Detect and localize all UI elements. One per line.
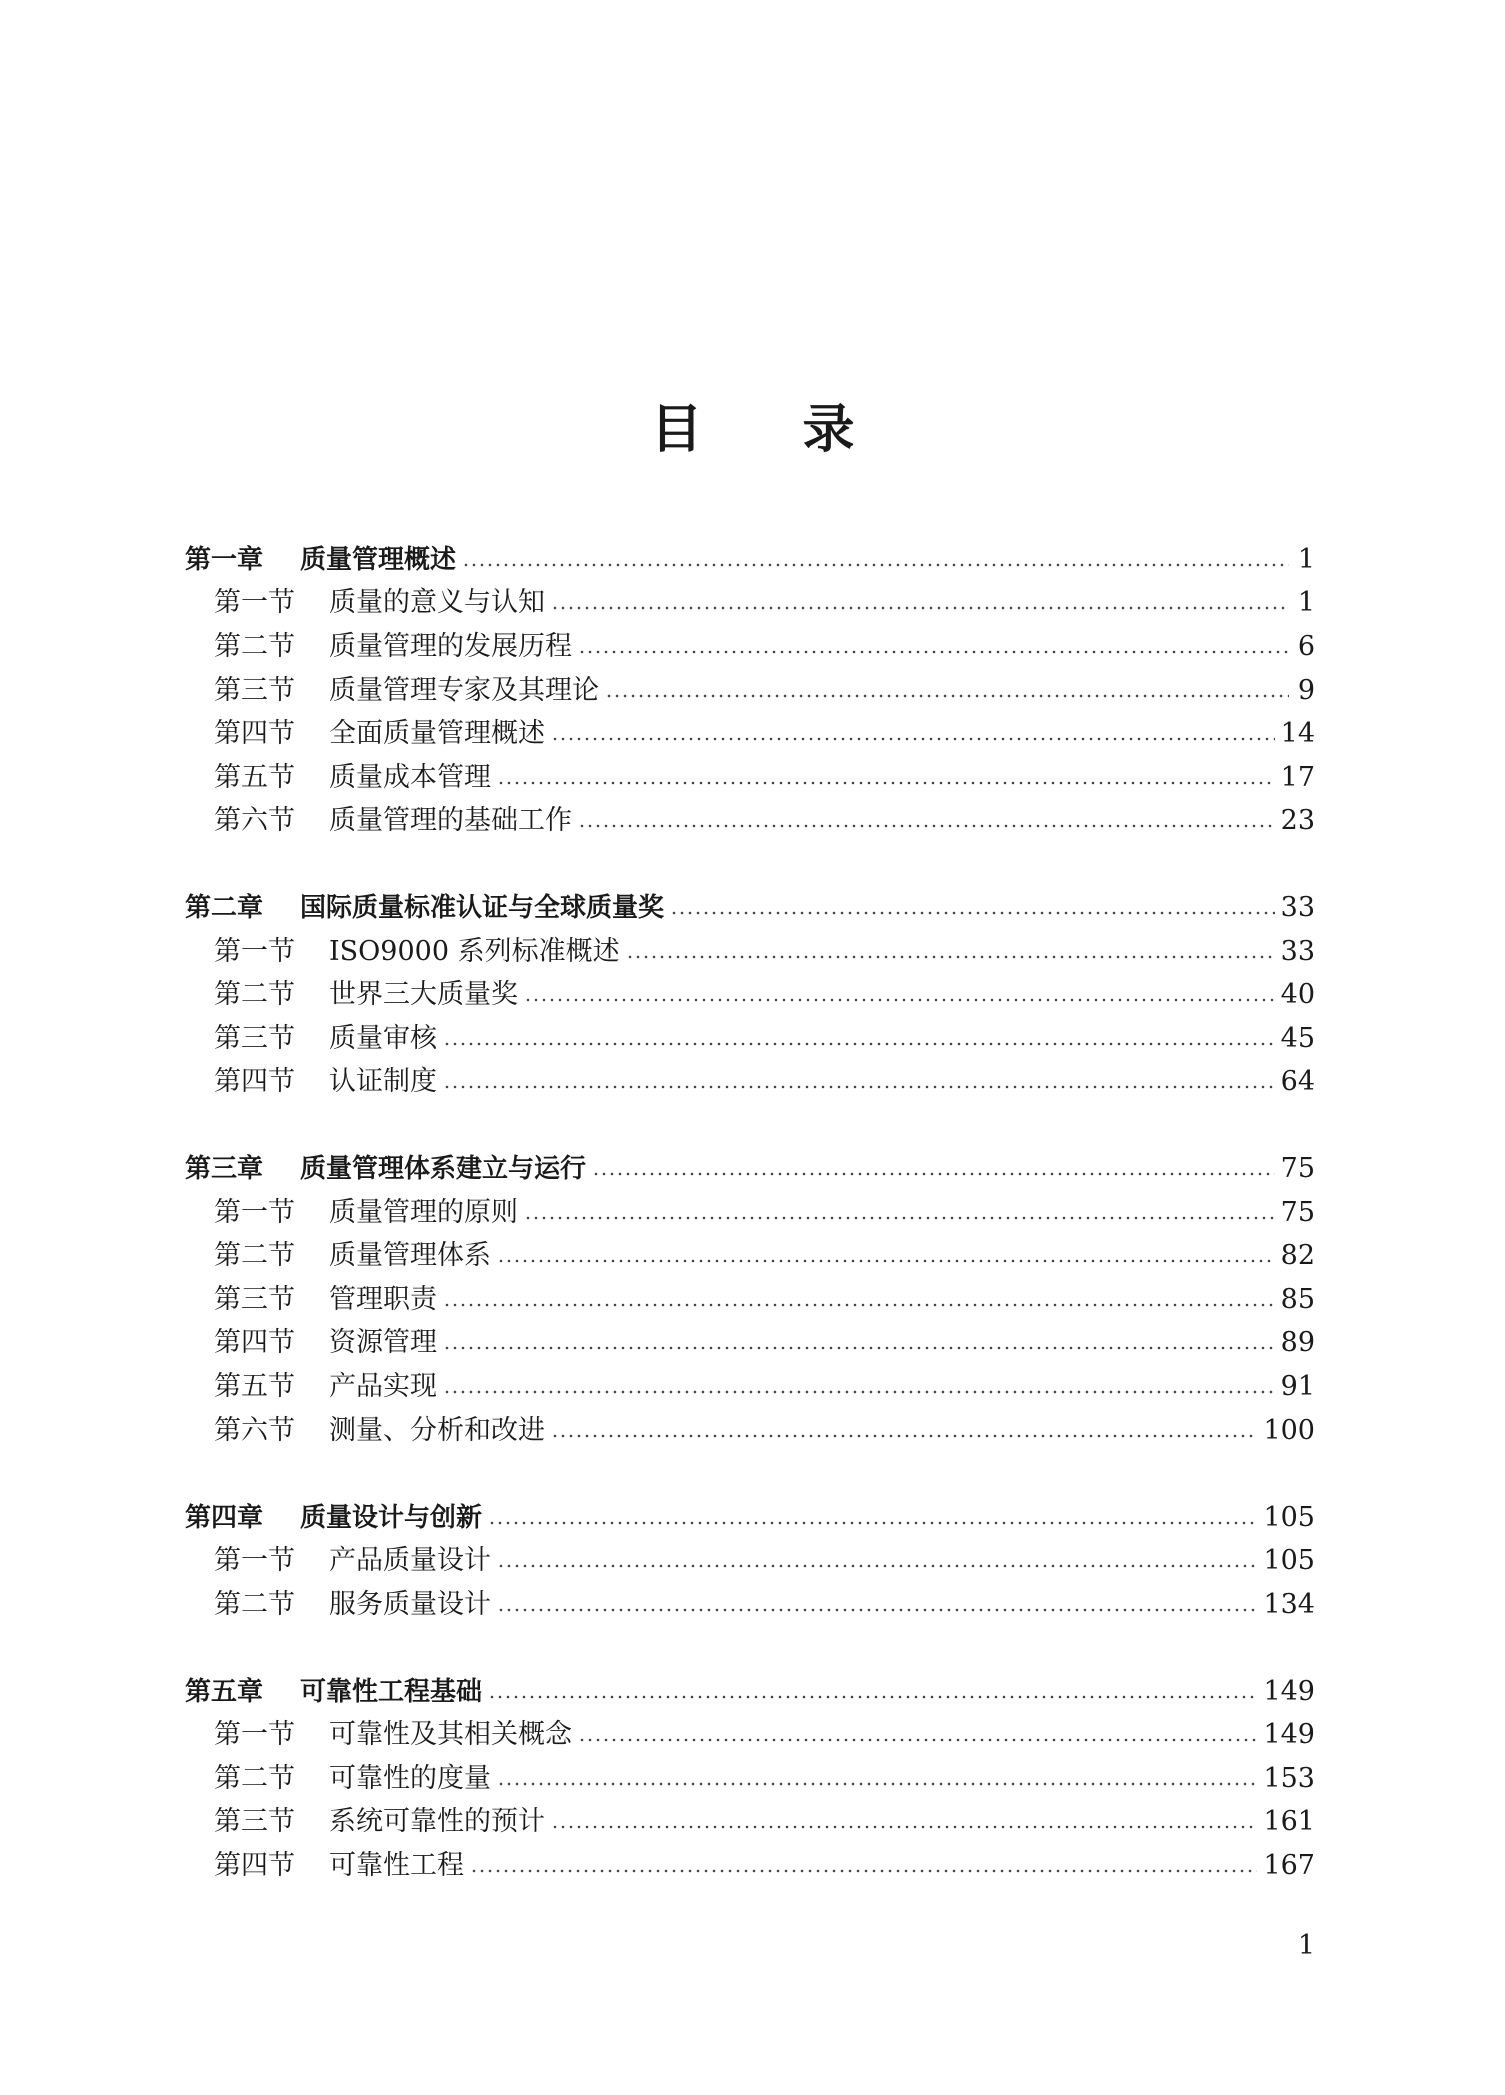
toc-entry-label — [185, 540, 456, 580]
toc-page-number: 75 — [1280, 1197, 1315, 1228]
toc-section-row[interactable] — [214, 1062, 1315, 1102]
toc-entry-number: 第一节 — [214, 1545, 295, 1576]
toc-entry-number: 第五节 — [214, 1371, 295, 1402]
toc-page-number: 149 — [1263, 1719, 1315, 1750]
dot-leader — [524, 1214, 1275, 1222]
toc-entry-number: 第四节 — [214, 1850, 295, 1881]
toc-entry-title: 质量的意义与认知 — [329, 587, 545, 618]
toc-page-number: 134 — [1263, 1589, 1315, 1620]
toc-entry-label — [214, 1411, 545, 1451]
toc-entry-label — [214, 1323, 437, 1363]
toc-entry-number: 第五节 — [214, 762, 295, 793]
dot-leader — [578, 822, 1275, 830]
toc-entry-label — [214, 1236, 491, 1276]
toc-entry-number: 第六节 — [214, 1415, 295, 1446]
toc-entry-label — [214, 671, 599, 711]
toc-page-number: 85 — [1280, 1284, 1315, 1315]
toc-section-row[interactable] — [214, 1280, 1315, 1320]
toc-section-row[interactable] — [214, 1759, 1315, 1799]
toc-entry-number: 第四节 — [214, 718, 295, 749]
toc-section-row[interactable] — [214, 583, 1315, 623]
toc-entry-number: 第四节 — [214, 1066, 295, 1097]
toc-entry-number: 第六节 — [214, 805, 295, 836]
dot-leader — [497, 1780, 1257, 1788]
toc-section-row[interactable] — [214, 1802, 1315, 1842]
toc-entry-number: 第一节 — [214, 1719, 295, 1750]
toc-entry-title: 产品实现 — [329, 1371, 437, 1402]
toc-entry-title: 质量管理概述 — [300, 545, 457, 575]
toc-entry-label — [185, 888, 664, 928]
toc-entry-number: 第二节 — [214, 979, 295, 1010]
toc-page-number: 153 — [1263, 1763, 1315, 1794]
dot-leader — [551, 604, 1289, 612]
toc-entry-title: 产品质量设计 — [329, 1545, 491, 1576]
toc-page-number: 23 — [1280, 805, 1315, 836]
dot-leader — [551, 1823, 1257, 1831]
toc-entry-label — [214, 714, 545, 754]
toc-entry-title: 资源管理 — [329, 1327, 437, 1358]
toc-entry-number: 第四章 — [185, 1503, 264, 1533]
dot-leader — [551, 1432, 1257, 1440]
toc-page-number: 64 — [1280, 1066, 1315, 1097]
toc-entry-title: ISO9000 系列标准概述 — [329, 936, 620, 967]
toc-entry-label — [185, 1672, 482, 1712]
toc-entry-label — [214, 1715, 572, 1755]
toc-page-number: 91 — [1280, 1371, 1315, 1402]
toc-page-number: 17 — [1280, 762, 1315, 793]
toc-entry-title: 认证制度 — [329, 1066, 437, 1097]
toc-entry-title: 可靠性及其相关概念 — [329, 1719, 572, 1750]
toc-entry-number: 第三节 — [214, 1284, 295, 1315]
toc-entry-number: 第一节 — [214, 936, 295, 967]
toc-entry-label — [214, 758, 491, 798]
dot-leader — [488, 1519, 1257, 1527]
dot-leader — [497, 779, 1275, 787]
dot-leader — [578, 648, 1289, 656]
toc-entry-title: 管理职责 — [329, 1284, 437, 1315]
dot-leader — [443, 1083, 1275, 1091]
dot-leader — [470, 1867, 1257, 1875]
toc-entry-label — [214, 627, 572, 667]
toc-entry-number: 第三章 — [185, 1154, 264, 1184]
toc-page-number: 40 — [1280, 979, 1315, 1010]
toc-entry-number: 第一节 — [214, 587, 295, 618]
toc-entry-title: 质量管理体系建立与运行 — [300, 1154, 587, 1184]
toc-page-number: 33 — [1280, 892, 1315, 923]
toc-page-number: 9 — [1297, 675, 1315, 706]
toc-entry-label — [214, 1541, 491, 1581]
toc-page-number: 14 — [1280, 718, 1315, 749]
toc-entry-label — [185, 1149, 586, 1189]
toc-page-number: 1 — [1297, 544, 1315, 575]
footer-page-number: 1 — [1297, 1930, 1315, 1961]
toc-page-number: 1 — [1297, 587, 1315, 618]
toc-entry-label — [214, 1193, 518, 1233]
toc-entry-title: 质量管理的基础工作 — [329, 805, 572, 836]
toc-chapter-row[interactable] — [185, 888, 1315, 928]
toc-chapter-row[interactable] — [185, 1149, 1315, 1189]
toc-section-row[interactable] — [214, 1715, 1315, 1755]
dot-leader — [524, 996, 1275, 1004]
dot-leader — [497, 1257, 1275, 1265]
toc-section-row[interactable] — [214, 1193, 1315, 1233]
toc-entry-label — [214, 801, 572, 841]
toc-section-row[interactable] — [214, 671, 1315, 711]
toc-entry-title: 质量审核 — [329, 1023, 437, 1054]
toc-section-row[interactable] — [214, 1236, 1315, 1276]
toc-entry-label — [185, 1498, 482, 1538]
dot-leader — [497, 1606, 1257, 1614]
dot-leader — [626, 953, 1275, 961]
toc-entry-number: 第二节 — [214, 1589, 295, 1620]
toc-section-row[interactable] — [214, 1367, 1315, 1407]
toc-page-number: 105 — [1263, 1502, 1315, 1533]
toc-page-number: 45 — [1280, 1023, 1315, 1054]
toc-entry-label — [214, 1062, 437, 1102]
toc-entry-title: 质量管理体系 — [329, 1240, 491, 1271]
toc-entry-label — [214, 1759, 491, 1799]
toc-entry-number: 第二节 — [214, 1763, 295, 1794]
toc-page-number: 100 — [1263, 1415, 1315, 1446]
toc-page-number: 33 — [1280, 936, 1315, 967]
toc-entry-title: 系统可靠性的预计 — [329, 1806, 545, 1837]
toc-entry-title: 质量管理专家及其理论 — [329, 675, 599, 706]
toc-entry-label — [214, 1280, 437, 1320]
toc-entry-label — [214, 932, 620, 972]
dot-leader — [462, 561, 1289, 569]
toc-entry-number: 第一节 — [214, 1197, 295, 1228]
toc-entry-number: 第三节 — [214, 1806, 295, 1837]
toc-section-row[interactable] — [214, 758, 1315, 798]
toc-entry-title: 服务质量设计 — [329, 1589, 491, 1620]
toc-entry-title: 可靠性的度量 — [329, 1763, 491, 1794]
toc-section-row[interactable] — [214, 714, 1315, 754]
toc-entry-title: 可靠性工程 — [329, 1850, 464, 1881]
toc-section-row[interactable] — [214, 1585, 1315, 1625]
toc-entry-title: 测量、分析和改进 — [329, 1415, 545, 1446]
toc-entry-label — [214, 1585, 491, 1625]
toc-entry-number: 第四节 — [214, 1327, 295, 1358]
dot-leader — [443, 1301, 1275, 1309]
toc-section-row[interactable] — [214, 1411, 1315, 1451]
toc-page-number: 75 — [1280, 1153, 1315, 1184]
toc-section-row[interactable] — [214, 975, 1315, 1015]
toc-entry-title: 质量成本管理 — [329, 762, 491, 793]
toc-chapter-row[interactable] — [185, 1498, 1315, 1538]
toc-page-number: 89 — [1280, 1327, 1315, 1358]
dot-leader — [592, 1170, 1275, 1178]
dot-leader — [443, 1388, 1275, 1396]
dot-leader — [670, 909, 1275, 917]
dot-leader — [443, 1344, 1275, 1352]
toc-section-row[interactable] — [214, 1846, 1315, 1886]
toc-chapter-row[interactable] — [185, 1672, 1315, 1712]
toc-entry-title: 可靠性工程基础 — [300, 1677, 483, 1707]
toc-entry-number: 第二节 — [214, 631, 295, 662]
toc-page-number: 149 — [1263, 1676, 1315, 1707]
toc-entry-number: 第一章 — [185, 545, 264, 575]
toc-entry-label — [214, 1802, 545, 1842]
toc-entry-title: 质量管理的发展历程 — [329, 631, 572, 662]
toc-entry-label — [214, 1367, 437, 1407]
title-char-left: 目 — [650, 399, 703, 460]
toc-section-row[interactable] — [214, 1323, 1315, 1363]
toc-page-number: 82 — [1280, 1240, 1315, 1271]
toc-entry-title: 国际质量标准认证与全球质量奖 — [300, 893, 665, 923]
toc-entry-number: 第三节 — [214, 1023, 295, 1054]
toc-chapter-row[interactable] — [185, 540, 1315, 580]
toc-section-row[interactable] — [214, 1541, 1315, 1581]
toc-section-row[interactable] — [214, 1019, 1315, 1059]
toc-page-number: 6 — [1297, 631, 1315, 662]
toc-entry-title: 质量管理的原则 — [329, 1197, 518, 1228]
dot-leader — [497, 1562, 1257, 1570]
toc-entry-label — [214, 583, 545, 623]
toc-section-row[interactable] — [214, 801, 1315, 841]
toc-section-row[interactable] — [214, 932, 1315, 972]
toc-page-number: 167 — [1263, 1850, 1315, 1881]
toc-entry-number: 第二章 — [185, 893, 264, 923]
toc-entry-label — [214, 1846, 464, 1886]
toc-entry-number: 第五章 — [185, 1677, 264, 1707]
toc-entry-label — [214, 975, 518, 1015]
toc-section-row[interactable] — [214, 627, 1315, 667]
dot-leader — [578, 1736, 1257, 1744]
toc-page-number: 161 — [1263, 1806, 1315, 1837]
toc-entry-title: 世界三大质量奖 — [329, 979, 518, 1010]
toc-page-number: 105 — [1263, 1545, 1315, 1576]
toc-entry-label — [214, 1019, 437, 1059]
toc-entry-number: 第三节 — [214, 675, 295, 706]
toc-entry-title: 全面质量管理概述 — [329, 718, 545, 749]
dot-leader — [605, 692, 1289, 700]
toc-entry-title: 质量设计与创新 — [300, 1503, 483, 1533]
dot-leader — [488, 1693, 1257, 1701]
dot-leader — [443, 1040, 1275, 1048]
title-char-right: 录 — [802, 399, 855, 460]
toc-entry-number: 第二节 — [214, 1240, 295, 1271]
dot-leader — [551, 735, 1275, 743]
